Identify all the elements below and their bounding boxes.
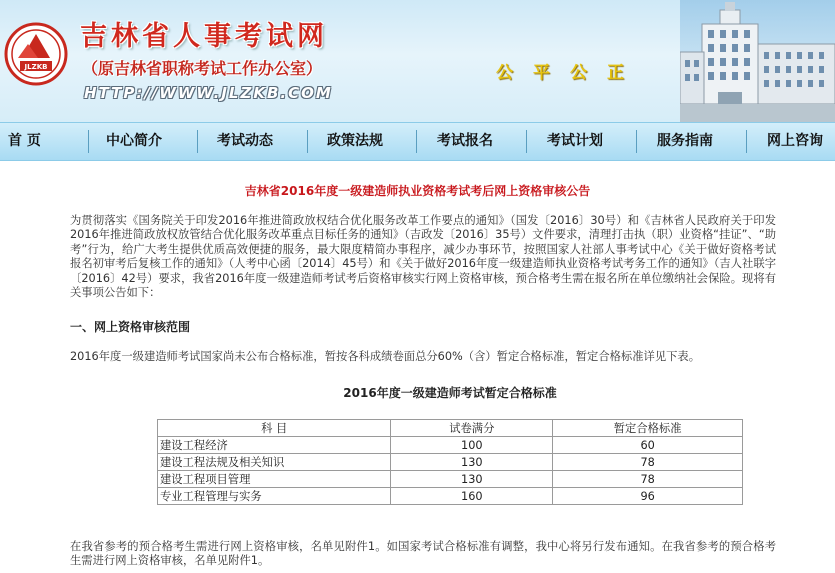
nav-item-guide[interactable]: 服务指南 bbox=[657, 133, 713, 149]
nav-divider bbox=[307, 130, 308, 153]
nav-item-consult[interactable]: 网上咨询 bbox=[767, 133, 823, 149]
article-title: 吉林省2016年度一级建造师执业资格考试考后网上资格审核公告 bbox=[244, 184, 591, 198]
article-paragraph-intro: 为贯彻落实《国务院关于印发2016年推进简政放权结合优化服务改革工作要点的通知》（国发〔2016〕30号）和《吉林省人民政府关于印发2016年推进简政放权放管结合优化服务改革重点目标任务的通知》（吉政发〔2016〕35号）文件要求，清理打击执（职）业资格“挂证”、“助考”行为，给广大考生提供优质高效便捷的服务，最大限度精简办事程序，减少办事环节，按照国家人社部人事考试中心《关于做好资格考试报名初审考后复核工作的通知》（人考中心函〔2014〕45号）和《关于做好2016年度一级建造师执业资格考试考务工作的通知》（吉人社联字〔2016〕42号）要求，我省2016年度一级建造师考试考后资格审核实行网上资格审核，预合格考生需在报名所在单位缴纳社会保险。现将有关事项公告如下： bbox=[70, 214, 776, 300]
table-title: 2016年度一级建造师考试暂定合格标准 bbox=[343, 386, 557, 400]
building-illustration bbox=[680, 0, 835, 122]
nav-divider bbox=[526, 130, 527, 153]
nav-item-news[interactable]: 考试动态 bbox=[217, 133, 273, 149]
slogan: 公平公正 bbox=[496, 63, 644, 83]
table-header-row bbox=[158, 420, 743, 437]
table-header-subject: 科 目 bbox=[158, 420, 391, 437]
nav-divider bbox=[416, 130, 417, 153]
site-subtitle: （原吉林省职称考试工作办公室） bbox=[82, 59, 323, 78]
nav-item-policy[interactable]: 政策法规 bbox=[327, 133, 383, 149]
table-cell-full-score: 100 bbox=[391, 437, 553, 454]
table-row bbox=[158, 488, 743, 505]
nav-divider bbox=[636, 130, 637, 153]
table-cell-pass-score: 78 bbox=[553, 471, 743, 488]
nav-divider bbox=[197, 130, 198, 153]
table-cell-full-score: 160 bbox=[391, 488, 553, 505]
section-heading: 一、网上资格审核范围 bbox=[70, 320, 191, 334]
table-cell-full-score: 130 bbox=[391, 454, 553, 471]
site-logo-icon[interactable] bbox=[4, 22, 68, 86]
table-row bbox=[158, 437, 743, 454]
table-cell-subject: 建设工程经济 bbox=[158, 437, 391, 454]
article-paragraph-notice: 在我省参考的预合格考生需进行网上资格审核，名单见附件1。如国家考试合格标准有调整，我中心将另行发布通知。在我省参考的预合格考生需进行网上资格审核，名单见附件1。 bbox=[70, 540, 776, 568]
logo-text: JLZKB bbox=[24, 63, 48, 71]
table-cell-subject: 建设工程项目管理 bbox=[158, 471, 391, 488]
table-cell-pass-score: 78 bbox=[553, 454, 743, 471]
table-cell-pass-score: 60 bbox=[553, 437, 743, 454]
table-cell-subject: 建设工程法规及相关知识 bbox=[158, 454, 391, 471]
nav-item-register[interactable]: 考试报名 bbox=[437, 133, 493, 149]
site-url: HTTP://WWW.JLZKB.COM bbox=[84, 84, 333, 102]
table-cell-subject: 专业工程管理与实务 bbox=[158, 488, 391, 505]
table-cell-pass-score: 96 bbox=[553, 488, 743, 505]
main-nav bbox=[0, 122, 835, 161]
nav-divider bbox=[746, 130, 747, 153]
article-paragraph-scope: 2016年度一级建造师考试国家尚未公布合格标准，暂按各科成绩卷面总分60%（含）暂定合格标准，暂定合格标准详见下表。 bbox=[70, 350, 701, 363]
header-banner bbox=[0, 0, 835, 122]
table-header-pass-score: 暂定合格标准 bbox=[553, 420, 743, 437]
table-row bbox=[158, 454, 743, 471]
nav-item-schedule[interactable]: 考试计划 bbox=[547, 133, 603, 149]
pass-standard-table bbox=[157, 419, 743, 505]
table-header-full-score: 试卷满分 bbox=[391, 420, 553, 437]
table-row bbox=[158, 471, 743, 488]
nav-item-home[interactable]: 首 页 bbox=[8, 133, 41, 149]
nav-divider bbox=[88, 130, 89, 153]
table-cell-full-score: 130 bbox=[391, 471, 553, 488]
site-title[interactable]: 吉林省人事考试网 bbox=[80, 21, 328, 52]
nav-item-about[interactable]: 中心简介 bbox=[106, 133, 162, 149]
